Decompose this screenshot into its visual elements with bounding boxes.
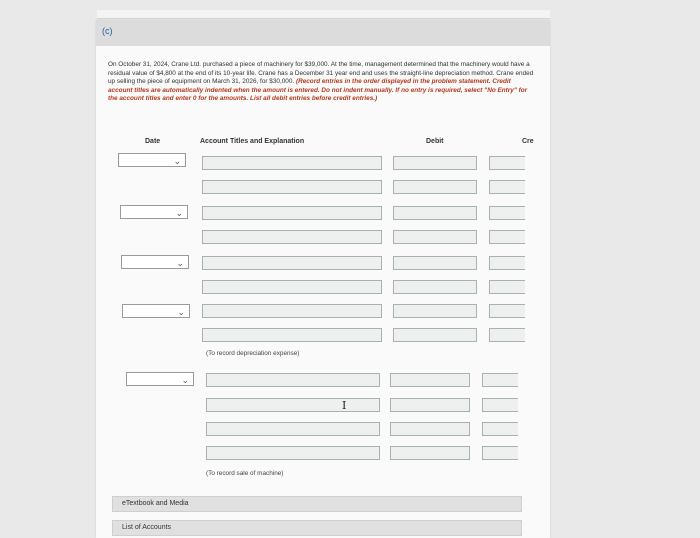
text-cursor-icon: I — [342, 399, 347, 412]
depreciation-entry-note: (To record depreciation expense) — [206, 350, 300, 357]
credit-input[interactable] — [489, 256, 525, 270]
credit-input[interactable] — [489, 206, 525, 220]
debit-input[interactable] — [393, 206, 477, 220]
chevron-down-icon: ⌄ — [176, 258, 184, 268]
credit-input[interactable] — [482, 398, 518, 412]
debit-input[interactable] — [393, 180, 477, 194]
credit-input[interactable] — [489, 180, 525, 194]
debit-header: Debit — [426, 138, 444, 145]
account-title-input[interactable] — [202, 206, 382, 220]
chevron-down-icon: ⌄ — [177, 307, 185, 317]
account-title-input[interactable] — [202, 328, 382, 342]
account-header: Account Titles and Explanation — [200, 138, 305, 145]
part-label: (c) — [102, 26, 113, 36]
credit-input[interactable] — [482, 446, 518, 460]
debit-input[interactable] — [390, 373, 470, 387]
debit-input[interactable] — [393, 280, 477, 294]
account-title-input[interactable] — [202, 180, 382, 194]
chevron-down-icon: ⌄ — [173, 156, 181, 166]
question-panel — [96, 20, 550, 538]
account-title-input[interactable] — [206, 446, 380, 460]
part-header — [96, 20, 550, 46]
account-title-input[interactable] — [206, 422, 380, 436]
credit-header: Cre — [522, 138, 534, 145]
debit-input[interactable] — [393, 230, 477, 244]
problem-instructions: (Record entries in the order displayed in the problem statement. Credit account titles are automatically indented when the amount is entered. Do not indent manually. If no entry is required, select "No Entry" for the account titles and enter 0 for the amounts. List all debit entries before credit entries.) — [108, 78, 528, 103]
chevron-down-icon: ⌄ — [181, 375, 189, 385]
account-title-input[interactable] — [202, 256, 382, 270]
date-header: Date — [145, 138, 161, 145]
top-strip — [97, 10, 550, 19]
chevron-down-icon: ⌄ — [175, 208, 183, 218]
account-title-input[interactable] — [202, 304, 382, 318]
problem-text: On October 31, 2024, Crane Ltd. purchased a piece of machinery for $39,000. At the time, management determined that the machinery would have a residual value of $4,800 at the end of its 10-year life. Crane has a December 31 year end and uses the straight-line depreciation method. Crane ended up selling the piece of equipment on March 31, 2026, for $30,000. — [108, 61, 534, 86]
credit-input[interactable] — [489, 328, 525, 342]
date-select[interactable] — [122, 304, 190, 318]
debit-input[interactable] — [393, 304, 477, 318]
debit-input[interactable] — [390, 398, 470, 412]
list-of-accounts-link[interactable]: List of Accounts — [112, 520, 522, 536]
etextbook-media-link[interactable]: eTextbook and Media — [112, 496, 522, 512]
account-title-input[interactable] — [202, 156, 382, 170]
debit-input[interactable] — [393, 328, 477, 342]
debit-input[interactable] — [393, 256, 477, 270]
problem-statement — [108, 61, 534, 104]
sale-entry-note: (To record sale of machine) — [206, 470, 284, 477]
date-select[interactable] — [126, 372, 194, 386]
credit-input[interactable] — [489, 280, 525, 294]
date-select[interactable] — [120, 205, 188, 219]
credit-input[interactable] — [482, 373, 518, 387]
credit-input[interactable] — [482, 422, 518, 436]
date-select[interactable] — [118, 153, 186, 167]
account-title-input[interactable] — [206, 373, 380, 387]
debit-input[interactable] — [393, 156, 477, 170]
credit-input[interactable] — [489, 230, 525, 244]
account-title-input[interactable] — [206, 398, 380, 412]
credit-input[interactable] — [489, 156, 525, 170]
account-title-input[interactable] — [202, 280, 382, 294]
debit-input[interactable] — [390, 422, 470, 436]
credit-input[interactable] — [489, 304, 525, 318]
account-title-input[interactable] — [202, 230, 382, 244]
debit-input[interactable] — [390, 446, 470, 460]
date-select[interactable] — [121, 255, 189, 269]
